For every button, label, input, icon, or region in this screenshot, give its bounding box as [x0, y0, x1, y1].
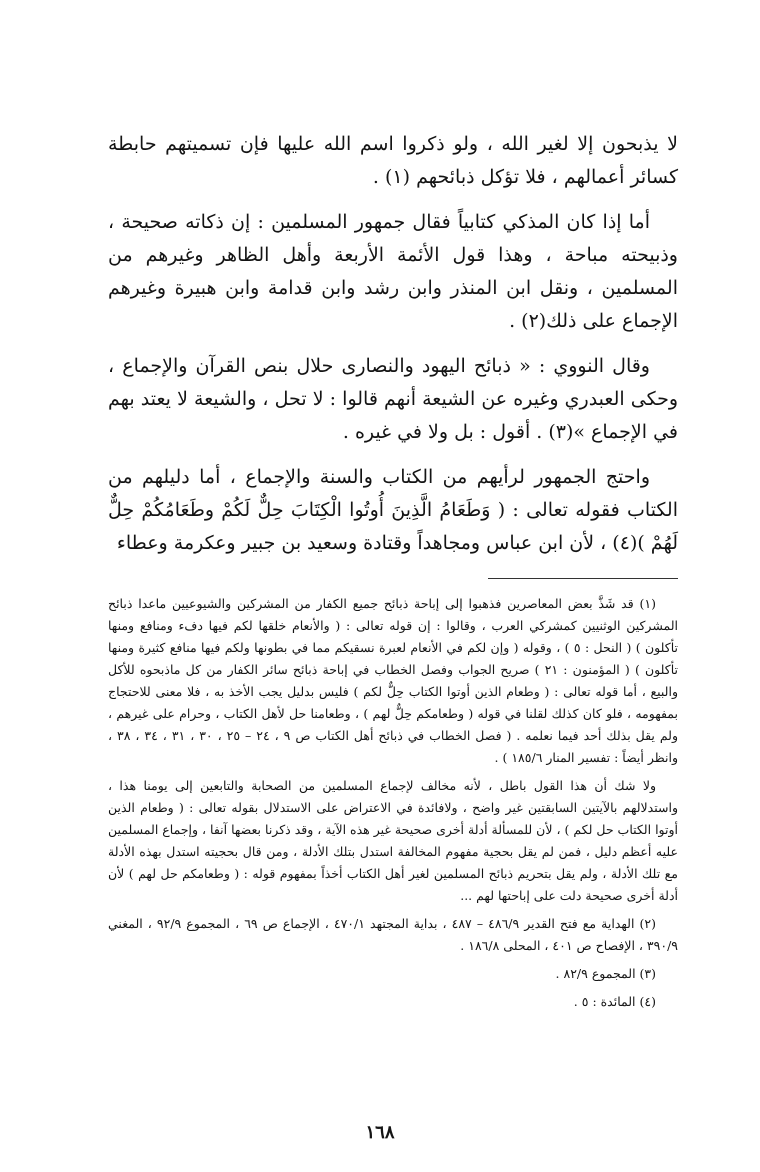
- main-text: [108, 128, 678, 560]
- main-paragraph: أما إذا كان المذكي كتابياً فقال جمهور المسلمين : إن ذكاته صحيحة ، وذبيحته مباحة ، وهذا قول الأئمة الأربعة وأهل الظاهر وغيرهم من المسلمين ، ونقل ابن المنذر وابن رشد وابن قدامة وابن هبيرة وغيرهم الإجماع على ذلك(٢) .: [108, 211, 678, 332]
- page-content: [108, 128, 678, 1013]
- main-paragraph: واحتج الجمهور لرأيهم من الكتاب والسنة والإجماع ، أما دليلهم من الكتاب فقوله تعالى : ( وَطَعَامُ الَّذِينَ أُوتُوا الْكِتَابَ حِلٌّ لَكُمْ وطَعَامُكُمْ حِلٌّ لَهُمْ )(٤) ، لأن ابن عباس ومجاهداً وقتادة وسعيد بن جبير وعكرمة وعطاء: [108, 466, 678, 554]
- footnote-separator: [488, 578, 678, 579]
- footnote: ولا شك أن هذا القول باطل ، لأنه مخالف لإجماع المسلمين من الصحابة والتابعين إلى يومنا هذا ، واستدلالهم بالآيتين السابقتين غير واضح ، ولافائدة في الاعتراض على الاستدلال بقوله تعالى : ( وطعام الذين أوتوا الكتاب حل لكم ) ، لأن للمسألة أدلة أخرى صحيحة غير هذه الآية ، وقد ذكرنا بعضها آنفا ، وإجماع المسلمين عليه أعظم دليل ، فمن لم يقل بحجية مفهوم المخالفة استدل بتلك الأدلة ، ومن قال بحجيته استدل بهذه الأدلة مع تلك الأدلة ، ولم يقل بتحريم ذبائح المسلمين لغير أهل الكتاب أخذاً بمفهوم قوله : ( وطعامكم حل لهم ) لأن أدلة أخرى صحيحة دلت على إباحتها لهم ...: [108, 778, 678, 903]
- footnote: (٤) المائدة : ٥ .: [573, 994, 656, 1009]
- footnote: (٣) المجموع ٨٢/٩ .: [555, 966, 656, 981]
- page-number: ١٦٨: [365, 1122, 395, 1143]
- footnote: (٢) الهداية مع فتح القدير ٤٨٦/٩ – ٤٨٧ ، بداية المجتهد ٤٧٠/١ ، الإجماع ص ٦٩ ، المجموع ٩٢/٩ ، المغني ٣٩٠/٩ ، الإفصاح ص ٤٠١ ، المحلى ١٨٦/٨ .: [108, 916, 678, 953]
- main-paragraph: لا يذبحون إلا لغير الله ، ولو ذكروا اسم الله عليها فإن تسميتهم حابطة كسائر أعمالهم ، فلا تؤكل ذبائحهم (١) .: [108, 133, 678, 188]
- footnotes: [108, 593, 678, 1013]
- main-paragraph: وقال النووي : « ذبائح اليهود والنصارى حلال بنص القرآن والإجماع ، وحكى العبدري وغيره عن الشيعة أنهم قالوا : لا تحل ، والشيعة لا يعتد بهم في الإجماع »(٣) . أقول : بل ولا في غيره .: [108, 355, 678, 443]
- footnote: (١) قد شَذَّ بعض المعاصرين فذهبوا إلى إباحة ذبائح جميع الكفار من المشركين والشيوعيين ماعدا ذبائح المشركين الوثنيين كمشركي العرب ، وقالوا : إن قوله تعالى : ( والأنعام خلقها لكم فيها دفء ومنافع ومنها تأكلون ) ( النحل : ٥ ) ، وقوله ( وإن لكم في الأنعام لعبرة نسقيكم مما في بطونها ولكم فيها منافع كثيرة ومنها تأكلون ) ( المؤمنون : ٢١ ) صريح الجواب وفصل الخطاب في إباحة ذبائح سائر الكفار من كل ماذبحوه للأكل والبيع ، أما قوله تعالى : ( وطعام الذين أوتوا الكتاب حِلٌّ لكم ) فليس بدليل يجب الأخذ به ، فلا معنى للاحتجاج بمفهومه ، فلو كان كذلك لقلنا في قوله ( وطعامكم حِلٌّ لهم ) ، وطعامنا حل لأهل الكتاب ، وحرام على غيرهم ، ولم يقل بذلك أحد فيما نعلمه . ( فصل الخطاب في ذبائح أهل الكتاب ص ٩ ، ٢٤ – ٢٥ ، ٣٠ ، ٣١ ، ٣٤ ، ٣٨ ، وانظر أيضاً : تفسير المنار ١٨٥/٦ ) .: [108, 596, 679, 765]
